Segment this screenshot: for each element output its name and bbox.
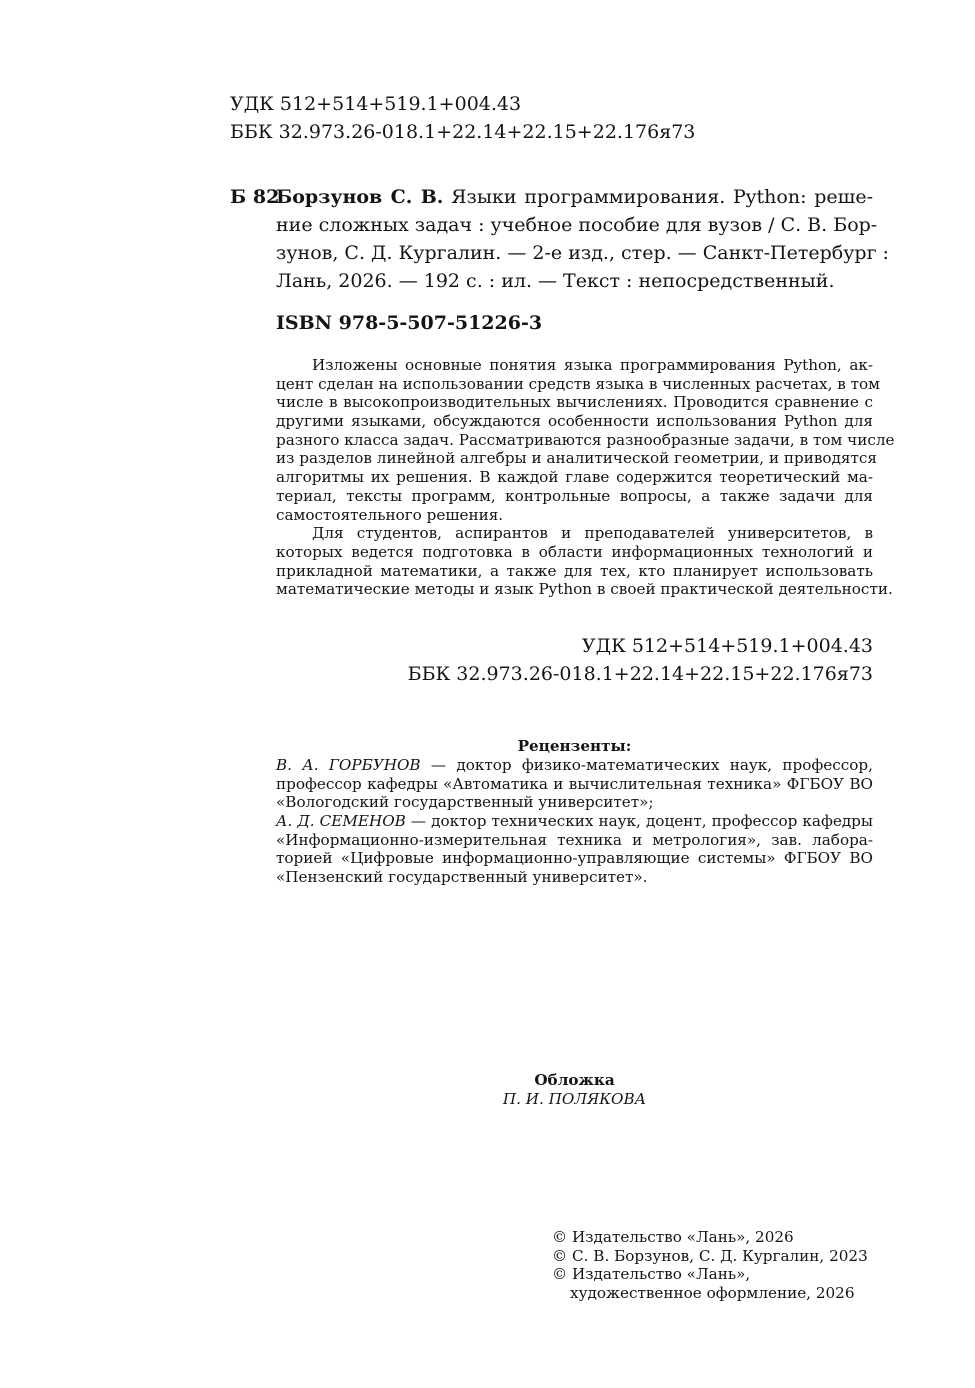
copyright (552, 1228, 868, 1303)
isbn: ISBN 978-5-507-51226-3 (276, 312, 543, 334)
catalog-line-3: зунов, С. Д. Кургалин. — 2-е изд., стер. — Санкт-Петербург : (276, 242, 889, 264)
annotation-line: Для студентов, аспирантов и преподавателей университетов, в (312, 524, 873, 543)
annotation-line: из разделов линейной алгебры и аналитической геометрии, и приводятся (276, 449, 877, 468)
copyright-line: © Издательство «Лань», 2026 (552, 1228, 794, 1246)
annotation (276, 356, 895, 599)
reviewer-1-line-3: «Вологодский государственный университет»; (276, 793, 654, 812)
reviewer-2-line-4: «Пензенский государственный университет». (276, 868, 648, 887)
top-udk: УДК 512+514+519.1+004.43 (230, 93, 522, 115)
catalog-entry (276, 183, 889, 295)
catalog-author: Борзунов С. В. (276, 186, 444, 208)
annotation-line: числе в высокопроизводительных вычислениях. Проводится сравнение с (276, 393, 873, 412)
annotation-line: алгоритмы их решения. В каждой главе содержится теоретический ма- (276, 468, 873, 487)
annotation-line: Изложены основные понятия языка программирования Python, ак- (312, 356, 873, 374)
catalog-code: Б 82 (230, 186, 280, 208)
reviewer-2-line-2: «Информационно-измерительная техника и метрология», зав. лабора- (276, 830, 873, 849)
reviewers-heading: Рецензенты: (517, 737, 632, 755)
annotation-line: цент сделан на использовании средств языка в численных расчетах, в том (276, 374, 880, 393)
annotation-line: другими языками, обсуждаются особенности использования Python для (276, 412, 873, 431)
bottom-udk: УДК 512+514+519.1+004.43 (581, 635, 873, 657)
catalog-line-1: Борзунов С. В. Языки программирования. Python: реше- (276, 186, 873, 208)
annotation-line: разного класса задач. Рассматриваются разнообразные задачи, в том числе (276, 430, 895, 449)
top-codes (230, 90, 695, 146)
bottom-codes (380, 632, 873, 688)
copyright-line: художественное оформление, 2026 (570, 1284, 855, 1303)
reviewers (276, 756, 873, 887)
reviewer-2-line-3: торией «Цифровые информационно-управляющие системы» ФГБОУ ВО (276, 849, 873, 868)
catalog-line-2: ние сложных задач : учебное пособие для вузов / С. В. Бор- (276, 214, 878, 236)
reviewer-2-name: А. Д. СЕМЕНОВ (276, 812, 406, 831)
reviewer-1-line-1: В. А. ГОРБУНОВ — доктор физико-математических наук, профессор, (276, 756, 873, 774)
annotation-line: териал, тексты программ, контрольные вопросы, а также задачи для (276, 486, 873, 505)
top-bbk: ББК 32.973.26-018.1+22.14+22.15+22.176я73 (230, 121, 696, 143)
catalog-line-4: Лань, 2026. — 192 с. : ил. — Текст : непосредственный. (276, 270, 835, 292)
annotation-line: прикладной математики, а также для тех, кто планирует использовать (276, 561, 873, 580)
reviewer-1-line-2: профессор кафедры «Автоматика и вычислительная техника» ФГБОУ ВО (276, 774, 873, 793)
copyright-line: © Издательство «Лань», (552, 1265, 751, 1284)
reviewer-1-name: В. А. ГОРБУНОВ (276, 756, 421, 774)
bottom-bbk: ББК 32.973.26-018.1+22.14+22.15+22.176я73 (407, 663, 873, 685)
cover-heading: Обложка (534, 1071, 615, 1089)
annotation-line: математические методы и язык Python в своей практической деятельности. (276, 580, 893, 599)
annotation-line: самостоятельного решения. (276, 505, 504, 524)
copyright-line: © С. В. Борзунов, С. Д. Кургалин, 2023 (552, 1246, 868, 1265)
cover-credit (276, 1071, 873, 1108)
reviewer-2-line-1: А. Д. СЕМЕНОВ — доктор технических наук, доцент, профессор кафедры (276, 812, 873, 831)
cover-name: П. И. ПОЛЯКОВА (502, 1089, 647, 1108)
annotation-line: которых ведется подготовка в области информационных технологий и (276, 542, 873, 561)
